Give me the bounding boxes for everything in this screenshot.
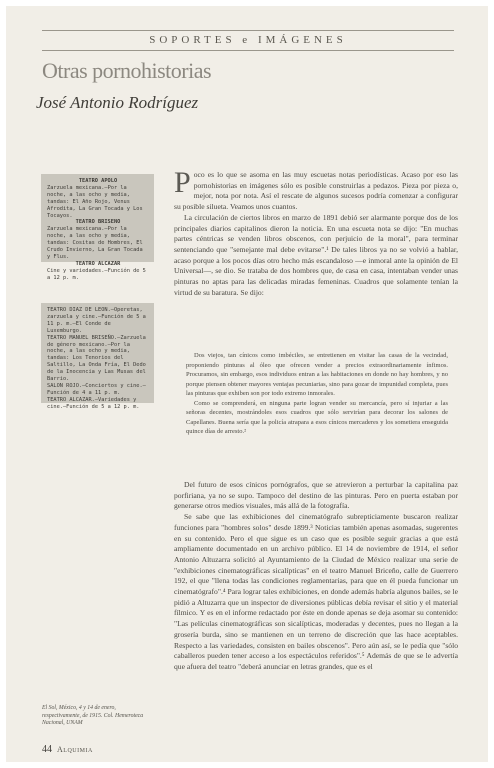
- clipping-text: Zarzuela mexicana.—Por la noche, a las ocho y media, tandas: El Año Rojo, Venus Afrodita, La Gran Tocada y Los Tocayos.: [47, 184, 143, 219]
- block-quote: [186, 351, 448, 437]
- page-number: 44: [42, 744, 52, 755]
- header-rule-bottom: [42, 50, 454, 51]
- folio: [42, 744, 93, 755]
- clipping-text: Zarzuela mexicana.—Por la noche, a las ocho y media, tandas: Cositas de Hombres, El Crudo Invierno, La Gran Tocada y Flus.: [47, 226, 143, 260]
- paragraph-3: Del futuro de esos cínicos pornógrafos, que se atrevieron a perturbar la capitalina paz porfiriana, ya no se supo. Tampoco del destino de las pinturas. Pero en puerta estaban por generarse otros medios visuales, más allá de la fotografía.: [174, 480, 458, 511]
- clipping-text: TEATRO DIAZ DE LEON.—Operetas, zarzuela y cine.—Función de 5 a 11 p. m.—El Conde de Luxemburgo.: [47, 307, 146, 334]
- body-text-part-1: [174, 166, 458, 298]
- header-rule-top: [42, 30, 454, 31]
- clipping-text: SALON ROJO.—Conciertos y cine.—Función de 4 a 11 p. m.: [47, 382, 146, 396]
- publication-name: Alquimia: [57, 745, 93, 754]
- body-text-part-2: [174, 480, 458, 673]
- drop-cap: P: [174, 166, 191, 199]
- running-head: SOPORTES e IMÁGENES: [149, 34, 347, 46]
- clipping-heading: TEATRO BRISENO: [75, 219, 121, 226]
- quote-paragraph-2: Como se comprenderá, en ninguna parte logran vender su mercancía, pero sí injuriar a las señoras decentes, mostrándoles esos cuadros que sólo servirían para decorar los salones de Capellanes. Buena sería que la policía atrapara a esos cínicos mercaderes y los sometiera enseguida quince días de arresto.²: [186, 399, 448, 435]
- clipping-text: Cine y variedades.—Función de 5 a 12 p. m.: [47, 267, 146, 281]
- clipping-text: TEATRO ALCAZAR.—Variedades y cine.—Función de 5 a 12 p. m.: [47, 396, 140, 410]
- paragraph-1-text: oco es lo que se asoma en las muy escuetas notas periodísticas. Acaso por eso las pornohistorias en imágenes sólo es posible construirlas a pedazos. Pieza por pieza o, mejor, nota por nota. Así el rescate de algunos sucesos podría comenzar a configurar su posible silueta. Veamos unos cuantos.: [174, 170, 458, 212]
- article-author: José Antonio Rodríguez: [36, 93, 199, 112]
- quote-paragraph-1: Dos viejos, tan cínicos como imbéciles, se entretienen en visitar las casas de la vecindad, proponiendo pinturas al óleo que ofrecen vender a precios extraordinariamente ínfimos. Procuramos, sin embargo, esos individuos entran a las habitaciones en donde no hay hombres, y no porque piensen obtener mayores ventajas pecuniarias, sino para gozar de impunidad completa, pues las pinturas que exhiben son por todo extremo inmorales.: [186, 352, 448, 397]
- paragraph-2: La circulación de ciertos libros en marzo de 1891 debió ser alarmante porque dos de los principales diarios capitalinos dieron la noticia. En una escueta nota se dijo: "En muchas partes céntricas se venden libros obscenos, con perjuicio de la moral", para terminar sentenciando que "semejante mal debe evitarse".¹ De tales libros ya no se volvió a hablar, acaso porque a los pocos días otro hecho más escandaloso —e inmoral ante la opinión de El Universal—, se dio. Se trataba de dos hombres que, de casa en casa, intentaban vender unas pinturas no aptas para las delicadas miradas femeninas. Cuadros que solamente tenían la virtud de su baratura. Se dijo:: [174, 212, 458, 297]
- newspaper-clipping-2: [41, 303, 154, 410]
- clipping-heading: TEATRO APOLO: [78, 178, 118, 184]
- newspaper-clipping-1: [41, 174, 154, 281]
- paragraph-1: [174, 166, 458, 213]
- article-title: Otras pornohistorias: [42, 58, 212, 83]
- paragraph-4: Se sabe que las exhibiciones del cinematógrafo subrepticiamente buscaron realizar funciones para "hombres solos" desde 1899.³ Noticias también apenas asomadas, sugerentes en su contenido. Pero el que sigue es un caso que es posible seguir gracias a que está ampliamente documentado en un archivo público. El 14 de noviembre de 1914, el señor Antonio Altuzarra solicitó al Ayuntamiento de la Ciudad de México realizar una serie de "exhibiciones cinematográficas sicalípticas" en el teatro Manuel Briceño, calle de Guerrero 192, el que "llena todas las condiciones reglamentarias, para que en él pueda funcionar un cinematógrafo".⁴ Para lograr tales exhibiciones, en donde además habría algunos bailes, se le pidió a Altuzarra que un inspector de diversiones públicas debía revisar el sitio y el material fílmico. Y es en el informe redactado por éste en donde apenas se deja asomar su contenido: "Las películas cinematográficas son sicalípticas, moderadas y decentes, pues no llegan a la grosería burda, sino se mantienen en un terreno de discreción que las hace aceptables. Respecto a las variedades, consisten en bailes obscenos". Pero aún así, se le pedía que "sólo caballeros pueden tener acceso a los espectáculos referidos".⁵ Además de que se le advertía que afuera del teatro "deberá anunciar en letras grandes, que es el: [174, 512, 458, 671]
- clipping-heading: TEATRO ALCAZAR: [75, 260, 121, 267]
- image-caption: El Sol, México, 4 y 14 de enero, respectivamente, de 1915. Col. Hemeroteca Nacional, UNAM: [42, 705, 144, 727]
- clipping-text: TEATRO MANUEL BRISEÑO.—Zarzuela de género mexicano.—Por la noche, a las ocho y media, tandas: Los Tenorios del Saltillo, La Onda Fría, El Dedo de la Inocencia y Las Musas del Barrio.: [47, 334, 146, 383]
